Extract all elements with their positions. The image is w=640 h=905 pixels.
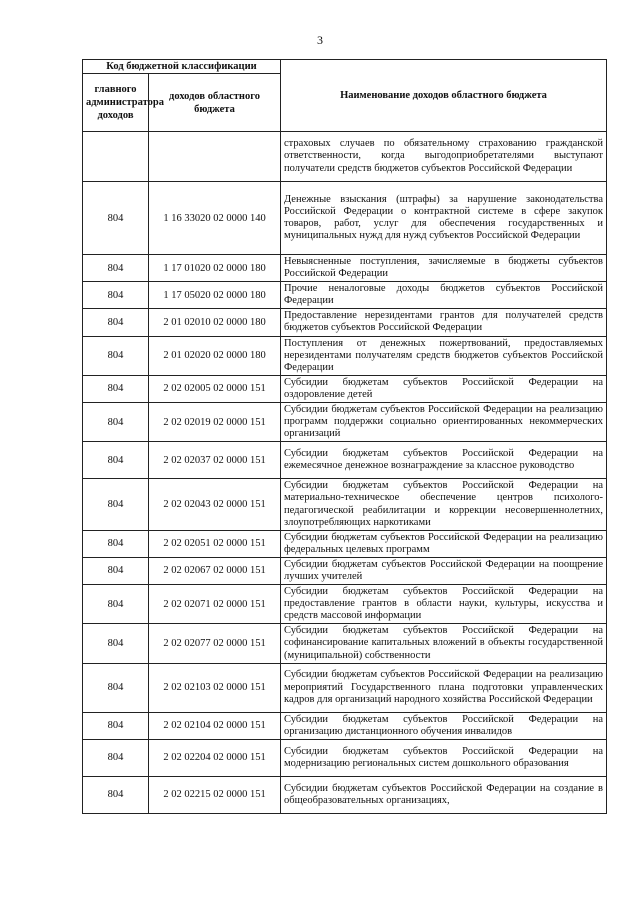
cell-administrator-code: 804 xyxy=(83,739,149,776)
cell-administrator-code: 804 xyxy=(83,663,149,712)
cell-administrator-code: 804 xyxy=(83,585,149,624)
cell-administrator-code: 804 xyxy=(83,403,149,442)
cell-income-code: 2 02 02019 02 0000 151 xyxy=(149,403,281,442)
cell-income-name: Субсидии бюджетам субъектов Российской Федерации на создание в общеобразовательных организациях, xyxy=(281,776,607,813)
table-row xyxy=(83,557,607,584)
cell-income-code: 2 02 02037 02 0000 151 xyxy=(149,442,281,479)
table-row xyxy=(83,739,607,776)
cell-income-name: Субсидии бюджетам субъектов Российской Федерации на предоставление грантов в области науки, культуры, искусства и средств массовой информации xyxy=(281,585,607,624)
cell-income-name: Невыясненные поступления, зачисляемые в бюджеты субъектов Российской Федерации xyxy=(281,255,607,282)
cell-income-name: Субсидии бюджетам субъектов Российской Федерации на софинансирование капитальных вложений в объекты государственной (муниципальной) собственности xyxy=(281,624,607,663)
table-row xyxy=(83,442,607,479)
cell-income-code: 2 02 02043 02 0000 151 xyxy=(149,479,281,530)
table-row xyxy=(83,375,607,402)
cell-income-code xyxy=(149,132,281,182)
cell-income-code: 2 02 02103 02 0000 151 xyxy=(149,663,281,712)
table-row xyxy=(83,585,607,624)
cell-administrator-code: 804 xyxy=(83,182,149,255)
table-row xyxy=(83,776,607,813)
cell-income-name: Предоставление нерезидентами грантов для получателей средств бюджетов субъектов Российской Федерации xyxy=(281,309,607,336)
table-row xyxy=(83,624,607,663)
cell-income-code: 2 01 02020 02 0000 180 xyxy=(149,336,281,375)
cell-income-name: Поступления от денежных пожертвований, предоставляемых нерезидентами получателям средств бюджетов субъектов Российской Федерации xyxy=(281,336,607,375)
cell-income-name: Субсидии бюджетам субъектов Российской Федерации на организацию дистанционного обучения инвалидов xyxy=(281,712,607,739)
table-row xyxy=(83,255,607,282)
table-body xyxy=(83,132,607,814)
cell-administrator-code: 804 xyxy=(83,282,149,309)
cell-income-code: 2 02 02215 02 0000 151 xyxy=(149,776,281,813)
cell-income-code: 2 02 02067 02 0000 151 xyxy=(149,557,281,584)
table-row xyxy=(83,712,607,739)
cell-administrator-code: 804 xyxy=(83,776,149,813)
header-income-name: Наименование доходов областного бюджета xyxy=(281,60,607,132)
cell-income-name: Прочие неналоговые доходы бюджетов субъектов Российской Федерации xyxy=(281,282,607,309)
cell-administrator-code xyxy=(83,132,149,182)
table-row xyxy=(83,479,607,530)
table-row xyxy=(83,403,607,442)
cell-administrator-code: 804 xyxy=(83,557,149,584)
table-row xyxy=(83,663,607,712)
table-row xyxy=(83,336,607,375)
cell-income-code: 1 17 01020 02 0000 180 xyxy=(149,255,281,282)
cell-administrator-code: 804 xyxy=(83,479,149,530)
cell-administrator-code: 804 xyxy=(83,442,149,479)
cell-income-name: Субсидии бюджетам субъектов Российской Федерации на реализацию мероприятий Государственного плана подготовки управленческих кадров для организаций народного хозяйства Российской Федерации xyxy=(281,663,607,712)
budget-classification-table xyxy=(82,59,607,814)
cell-income-code: 2 02 02071 02 0000 151 xyxy=(149,585,281,624)
cell-income-name: Субсидии бюджетам субъектов Российской Федерации на ежемесячное денежное вознаграждение за классное руководство xyxy=(281,442,607,479)
cell-income-code: 2 02 02204 02 0000 151 xyxy=(149,739,281,776)
cell-income-name: Субсидии бюджетам субъектов Российской Федерации на реализацию программ поддержки социально ориентированных некоммерческих организаций xyxy=(281,403,607,442)
cell-income-name: Субсидии бюджетам субъектов Российской Федерации на реализацию федеральных целевых программ xyxy=(281,530,607,557)
table-row xyxy=(83,530,607,557)
cell-administrator-code: 804 xyxy=(83,255,149,282)
cell-income-code: 2 02 02005 02 0000 151 xyxy=(149,375,281,402)
cell-income-name: страховых случаев по обязательному страхованию гражданской ответственности, когда выгодоприобретателями выступают получатели средств бюджетов субъектов Российской Федерации xyxy=(281,132,607,182)
table-row xyxy=(83,309,607,336)
cell-administrator-code: 804 xyxy=(83,375,149,402)
cell-administrator-code: 804 xyxy=(83,336,149,375)
cell-income-name: Субсидии бюджетам субъектов Российской Федерации на оздоровление детей xyxy=(281,375,607,402)
page-number: 3 xyxy=(317,33,323,47)
header-budget-code-group: Код бюджетной классификации xyxy=(83,60,281,74)
cell-income-name: Субсидии бюджетам субъектов Российской Федерации на материально-техническое обеспечение центров психолого-педагогической реабилитации и коррекции несовершеннолетних, злоупотребляющих наркотиками xyxy=(281,479,607,530)
cell-administrator-code: 804 xyxy=(83,712,149,739)
table-row xyxy=(83,282,607,309)
cell-administrator-code: 804 xyxy=(83,530,149,557)
cell-income-code: 2 02 02104 02 0000 151 xyxy=(149,712,281,739)
cell-income-name: Субсидии бюджетам субъектов Российской Федерации на поощрение лучших учителей xyxy=(281,557,607,584)
cell-administrator-code: 804 xyxy=(83,624,149,663)
table-row xyxy=(83,132,607,182)
table-row xyxy=(83,182,607,255)
cell-income-code: 2 02 02051 02 0000 151 xyxy=(149,530,281,557)
cell-income-code: 2 01 02010 02 0000 180 xyxy=(149,309,281,336)
cell-administrator-code: 804 xyxy=(83,309,149,336)
header-regional-budget-income: доходов областного бюджета xyxy=(149,74,281,132)
cell-income-code: 1 16 33020 02 0000 140 xyxy=(149,182,281,255)
cell-income-code: 2 02 02077 02 0000 151 xyxy=(149,624,281,663)
cell-income-name: Субсидии бюджетам субъектов Российской Федерации на модернизацию региональных систем дошкольного образования xyxy=(281,739,607,776)
cell-income-name: Денежные взыскания (штрафы) за нарушение законодательства Российской Федерации о контрактной системе в сфере закупок товаров, работ, услуг для обеспечения государственных и муниципальных нужд для нужд субъектов Российской Федерации xyxy=(281,182,607,255)
header-main-administrator: главного администратора доходов xyxy=(83,74,149,132)
cell-income-code: 1 17 05020 02 0000 180 xyxy=(149,282,281,309)
